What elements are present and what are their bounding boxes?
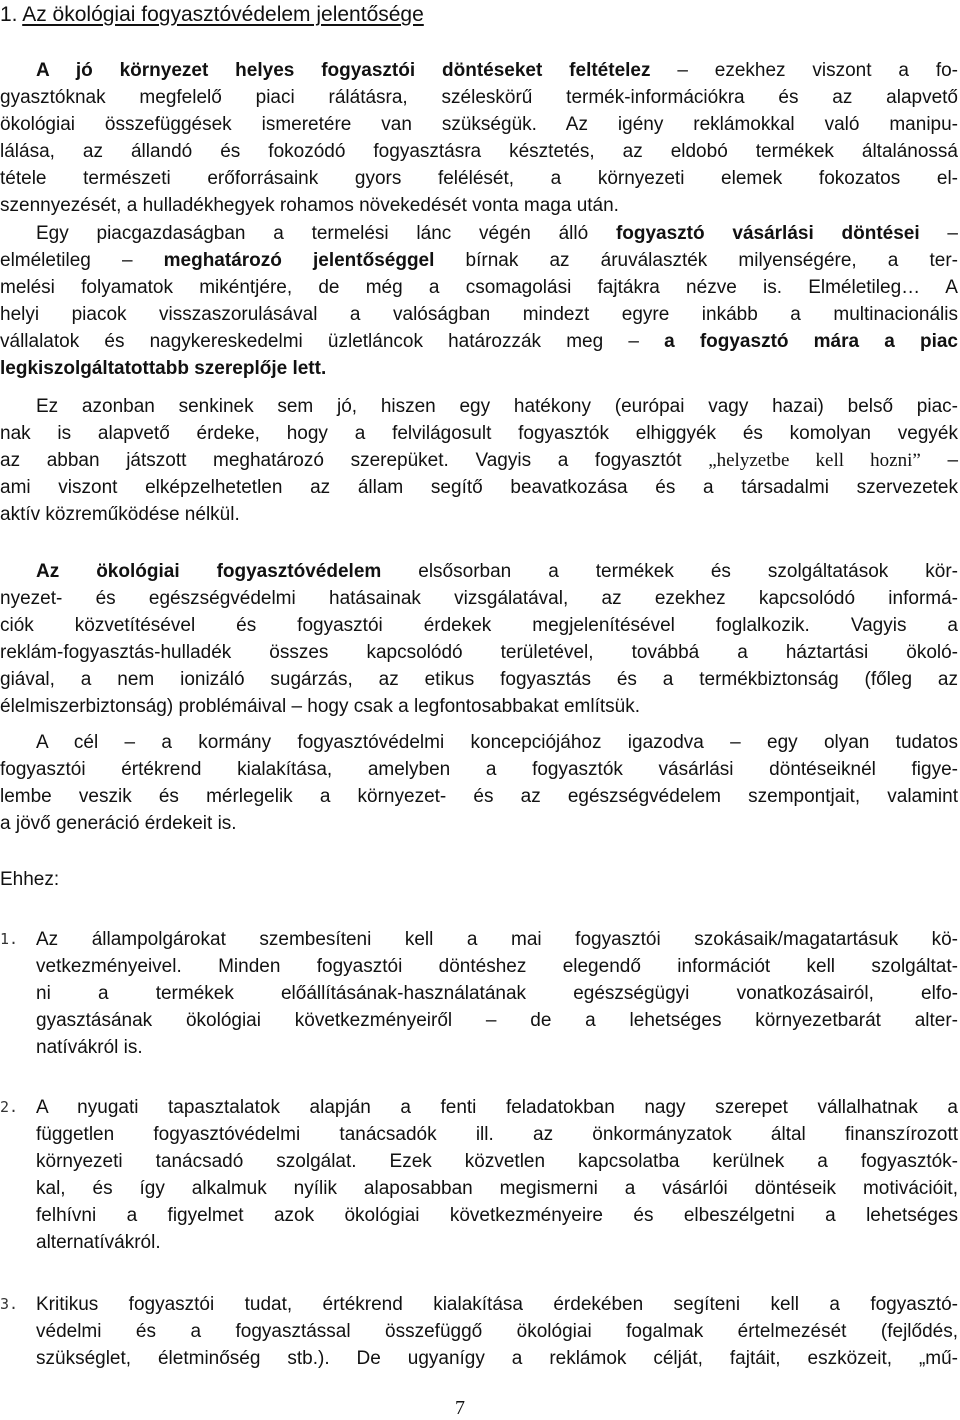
list-item: 3. Kritikus fogyasztói tudat, értékrend kialakítása érdekében segíteni kell a fogyasztó- védelmi és a fogyasztással összefüggő ökológiai fogalmak értelmezését (fejlődés, szükséglet, életminőség stb.). De ugyanígy a reklámok célját, fajtáit, eszközeit, „mű- (0, 1291, 958, 1372)
section-number: 1. (0, 3, 18, 26)
list-number: 3. (0, 1295, 19, 1313)
page-number: 7 (455, 1397, 465, 1419)
list-number: 1. (0, 930, 19, 948)
paragraph-state-role: Ez azonban senkinek sem jó, hiszen egy hatékony (európai vagy hazai) belső piac- nak is alapvető érdeke, hogy a felvilágosult fogyasztók elhiggyék és komolyan vegyék az abban játszott meghatározó szerepüket. Vagyis a fogyasztót „helyzetbe kell hozni” – ami viszont elképzelhetetlen az állam segítő beavatkozása és a társadalmi szervezetek aktív közreműködése nélkül. (0, 396, 959, 525)
paragraph-definition: Az ökológiai fogyasztóvédelem elsősorban a termékek és szolgáltatások kör- nyezet- és egészségvédelmi hatásainak vizsgálatával, az ezekhez kapcsolódó informá- ciók közvetítésével és fogyasztói érdekek megjelenítésével foglalkozik. Vagyis a reklám-fogyasztás-hulladék összes kapcsolódó területével, továbbá a háztartási ökoló- giával, a nem ionizáló sugárzás, az etikus fogyasztás és a termékbiztonság (főleg az élelmiszerbiztonság) problémáival – hogy csak a legfontosabbakat említsük. (0, 561, 958, 717)
paragraph-market: Egy piacgazdaságban a termelési lánc végén álló fogyasztó vásárlási döntései – elméletileg – meghatározó jelentőséggel bírnak az áruválaszték milyenségére, a ter- melési folyamatok mikéntjére, de még a csomagolási fajtákra nézve is. Elméletileg… A helyi piacok visszaszorulásával a valóságban mindezt egyre inkább a multinacionális vállalatok és nagykereskedelmi üzletláncok határozzák meg – a fogyasztó mára a piac legkiszolgáltatottabb szereplője lett. (0, 223, 958, 379)
section-title: Az ökológiai fogyasztóvédelem jelentősége (22, 3, 424, 26)
list-number: 2. (0, 1098, 19, 1116)
paragraph-goal: A cél – a kormány fogyasztóvédelmi koncepciójához igazodva – egy olyan tudatos fogyasztói értékrend kialakítása, amelyben a fogyasztók vásárlási döntéseiknél figye- lembe veszik és mérlegelik a környezet- és az egészségvédelem szempontjait, valamint a jövő generáció érdekeit is. (0, 732, 958, 834)
list-item: 1. Az állampolgárokat szembesíteni kell a mai fogyasztói szokásaik/magatartásuk kö- vetkezményeivel. Minden fogyasztói döntéshez elegendő információt kell szolgáltat- ni a termékek előállításának-használatának egészségügyi vonatkozásairól, elfo- gyasztásának ökológiai következményeiről – de a lehetséges környezetbarát alter- natívákról is. (0, 926, 958, 1061)
list-item: 2. A nyugati tapasztalatok alapján a fenti feladatokban nagy szerepet vállalhatnak a független fogyasztóvédelmi tanácsadók ill. az önkormányzatok által finanszírozott környezeti tanácsadó szolgálat. Ezek közvetlen kapcsolatba kerülnek a fogyasztók- kal, és így alkalmuk nyílik alaposabban megismerni a vásárlói döntéseik motivációit, felhívni a figyelmet azok ökológiai következményeire és elbeszélgetni a lehetséges alternatívákról. (0, 1094, 958, 1256)
section-heading (0, 2, 424, 28)
ehhez-label: Ehhez: (0, 869, 60, 890)
paragraph-intro: A jó környezet helyes fogyasztói döntéseket feltételez – ezekhez viszont a fo- gyasztóknak megfelelő piaci rálátásra, széleskörű termék-információkra és az alapvető ökológiai összefüggések ismeretére van szükségük. Az igény reklámokkal való manipu- lálása, az állandó és fokozódó fogyasztásra késztetés, az eldobó termékek általánossá tétele természeti erőforrásaink gyors felélését, a környezeti elemek fokozatos el- szennyezését, a hulladékhegyek rohamos növekedését vonta maga után. (0, 60, 958, 216)
